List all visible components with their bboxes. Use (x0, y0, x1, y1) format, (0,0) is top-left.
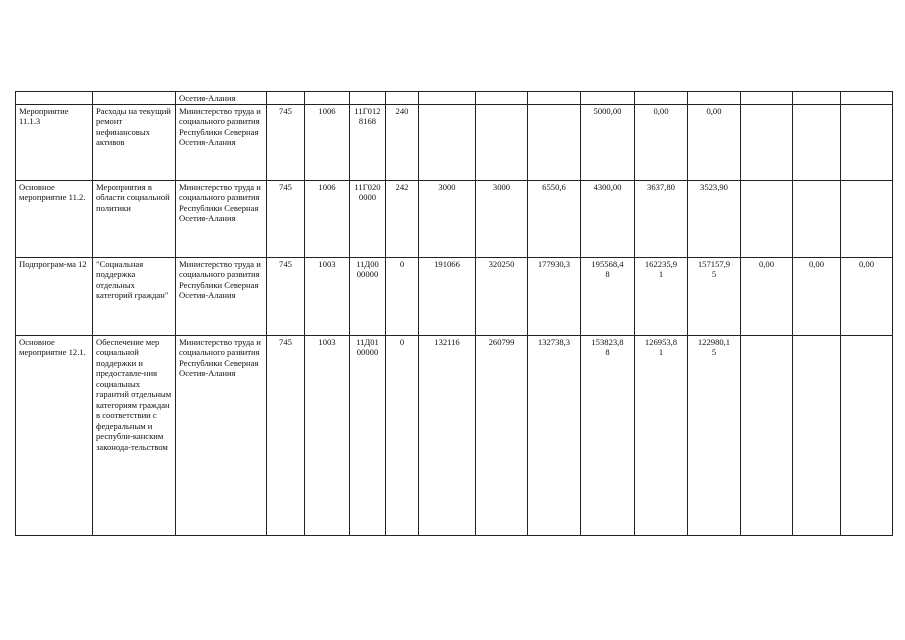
vr-cell: 0 (386, 335, 419, 535)
value-cell: 260799 (476, 335, 528, 535)
value-cell: 6550,6 (528, 180, 581, 257)
value-cell: 3523,90 (688, 180, 741, 257)
program-type-cell: Основное мероприятие 11.2. (16, 180, 93, 257)
value-cell: 132738,3 (528, 335, 581, 535)
grbs-cell: 745 (267, 104, 305, 180)
table-row (16, 180, 893, 257)
value-cell: 177930,3 (528, 257, 581, 335)
value-cell: 3637,80 (635, 180, 688, 257)
executor-cell: Министерство труда и социального развития Республики Северная Осетия-Алания (176, 180, 267, 257)
table-row-continuation (16, 92, 893, 105)
csr-cell: 11Г012 8168 (350, 104, 386, 180)
value-cell (841, 180, 893, 257)
vr-cell: 240 (386, 104, 419, 180)
executor-cell: Министерство труда и социального развития Республики Северная Осетия-Алания (176, 335, 267, 535)
program-name-cell: Обеспечение мер социальной поддержки и предоставле-ния социальных гарантий отдельным категориям граждан в соответствии с федеральным и республи-канским законода-тельством (93, 335, 176, 535)
table-row (16, 257, 893, 335)
value-cell: 0,00 (841, 257, 893, 335)
value-cell (528, 104, 581, 180)
value-cell: 162235,9 1 (635, 257, 688, 335)
grbs-cell: 745 (267, 335, 305, 535)
value-cell: 5000,00 (581, 104, 635, 180)
executor-cell: Министерство труда и социального развития Республики Северная Осетия-Алания (176, 257, 267, 335)
value-cell (793, 335, 841, 535)
value-cell: 157157,9 5 (688, 257, 741, 335)
value-cell: 195568,4 8 (581, 257, 635, 335)
value-cell: 132116 (419, 335, 476, 535)
value-cell: 320250 (476, 257, 528, 335)
value-cell (793, 104, 841, 180)
vr-cell: 242 (386, 180, 419, 257)
program-name-cell: "Социальная поддержка отдельных категорий граждан" (93, 257, 176, 335)
program-type-cell: Подпрограм-ма 12 (16, 257, 93, 335)
value-cell: 191066 (419, 257, 476, 335)
program-name-cell: Мероприятия в области социальной политики (93, 180, 176, 257)
rzpr-cell: 1006 (305, 104, 350, 180)
value-cell: 0,00 (741, 257, 793, 335)
value-cell: 4300,00 (581, 180, 635, 257)
value-cell: 153823,8 8 (581, 335, 635, 535)
csr-cell: 11Д01 00000 (350, 335, 386, 535)
rzpr-cell: 1006 (305, 180, 350, 257)
program-type-cell: Основное мероприятие 12.1. (16, 335, 93, 535)
value-cell (841, 335, 893, 535)
value-cell (741, 335, 793, 535)
executor-continuation-cell: Осетия-Алания (176, 92, 267, 105)
value-cell (741, 180, 793, 257)
budget-table (15, 91, 893, 536)
grbs-cell: 745 (267, 257, 305, 335)
value-cell: 3000 (476, 180, 528, 257)
table-row (16, 335, 893, 535)
vr-cell: 0 (386, 257, 419, 335)
csr-cell: 11Г020 0000 (350, 180, 386, 257)
value-cell: 126953,8 1 (635, 335, 688, 535)
program-name-cell: Расходы на текущий ремонт нефинансовых активов (93, 104, 176, 180)
value-cell: 122980,1 5 (688, 335, 741, 535)
value-cell (476, 104, 528, 180)
program-type-cell: Мероприятие 11.1.3 (16, 104, 93, 180)
table-row (16, 104, 893, 180)
csr-cell: 11Д00 00000 (350, 257, 386, 335)
value-cell (419, 104, 476, 180)
value-cell: 0,00 (688, 104, 741, 180)
value-cell: 0,00 (635, 104, 688, 180)
rzpr-cell: 1003 (305, 335, 350, 535)
executor-cell: Министерство труда и социального развития Республики Северная Осетия-Алания (176, 104, 267, 180)
grbs-cell: 745 (267, 180, 305, 257)
value-cell (841, 104, 893, 180)
value-cell: 3000 (419, 180, 476, 257)
cell-empty (16, 92, 93, 105)
cell-empty (93, 92, 176, 105)
rzpr-cell: 1003 (305, 257, 350, 335)
value-cell (741, 104, 793, 180)
value-cell (793, 180, 841, 257)
value-cell: 0,00 (793, 257, 841, 335)
